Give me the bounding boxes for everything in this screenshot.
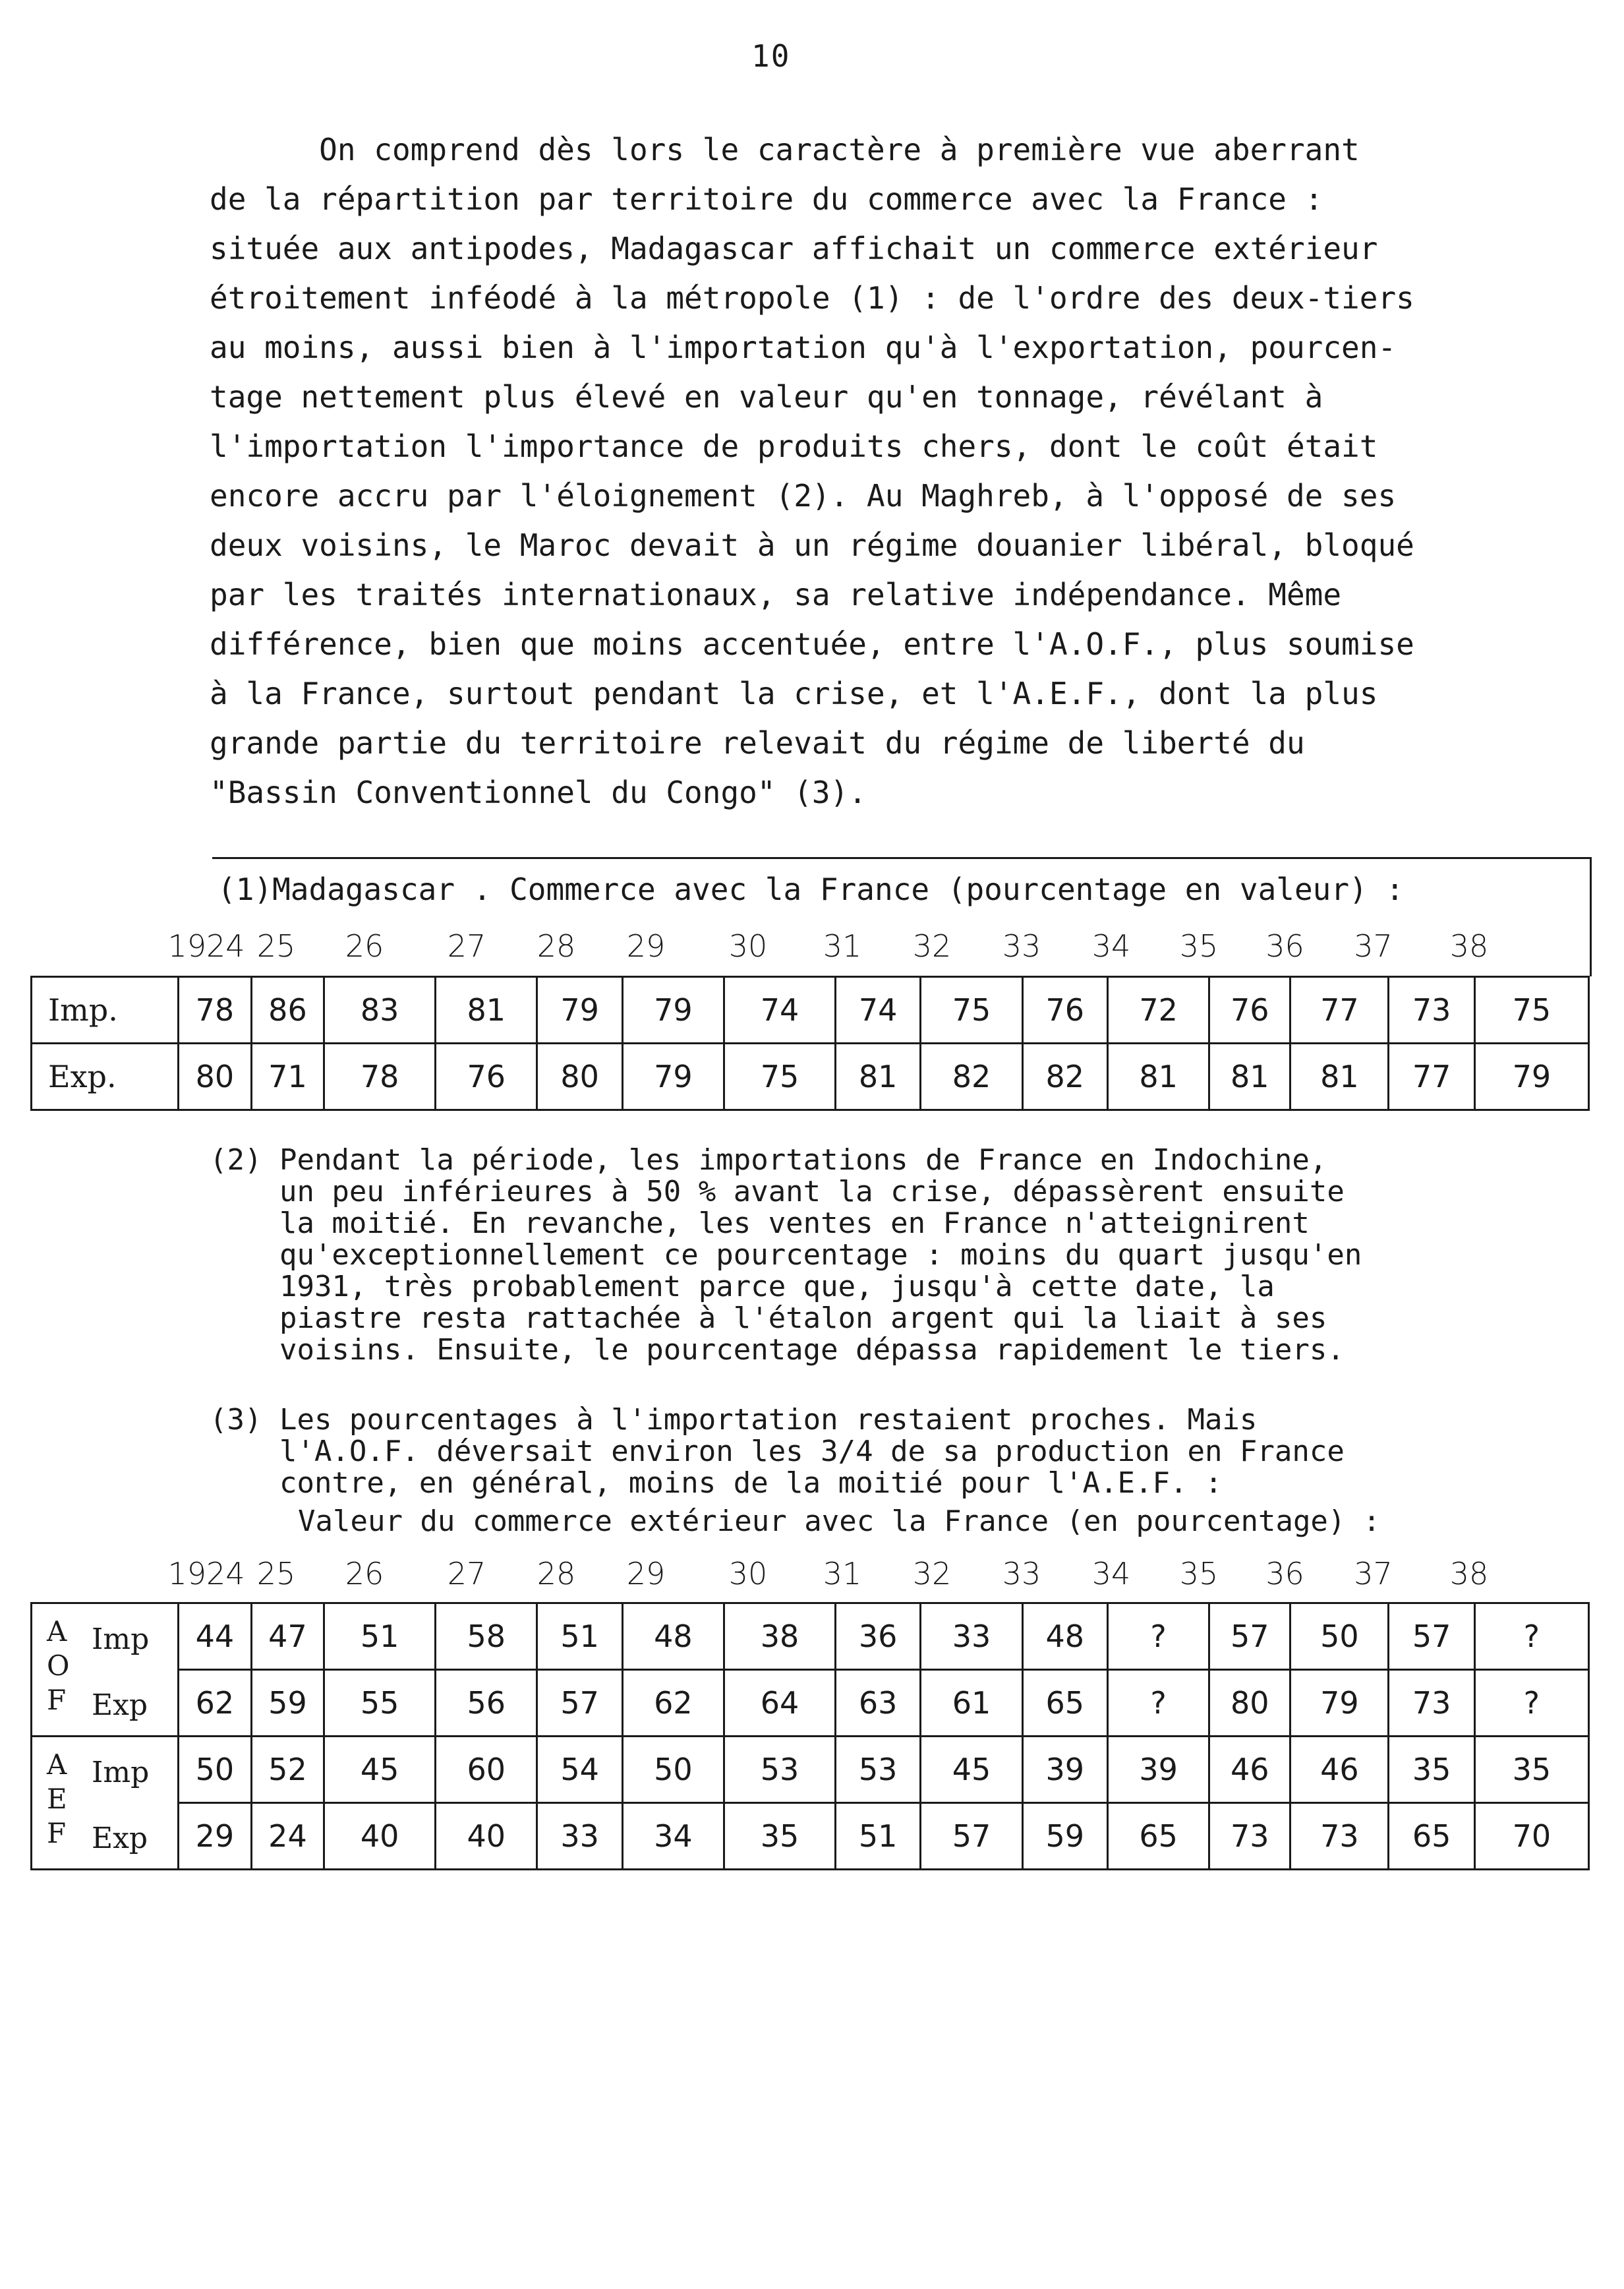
table-cell: 78 [324, 1044, 436, 1110]
row-label: Exp. [32, 1044, 179, 1110]
table-cell: 53 [724, 1737, 836, 1803]
table-cell: 83 [324, 977, 436, 1044]
year-label: 31 [823, 1556, 862, 1591]
footnote-line: qu'exceptionnellement ce pourcentage : moins du quart jusqu'en [210, 1238, 1362, 1272]
table-cell: 74 [836, 977, 921, 1044]
main-paragraph [210, 125, 1580, 818]
table-cell: 73 [1389, 977, 1474, 1044]
year-label: 34 [1091, 928, 1131, 964]
paragraph-line: tage nettement plus élevé en valeur qu'en tonnage, révélant à [210, 379, 1323, 415]
row-label: Exp [92, 1688, 148, 1722]
group-letter: O [47, 1650, 70, 1682]
year-label: 37 [1354, 1556, 1393, 1591]
table-cell: 46 [1290, 1737, 1389, 1803]
page-number: 10 [751, 38, 791, 74]
table-cell: 52 [251, 1737, 324, 1803]
footnote-line: 1931, très probablement parce que, jusqu'à cette date, la [210, 1270, 1275, 1303]
table-cell: 34 [622, 1803, 724, 1870]
table-cell: 70 [1474, 1803, 1588, 1870]
year-label: 30 [728, 1556, 768, 1591]
table-row [32, 1803, 1589, 1870]
table-cell: 73 [1389, 1670, 1474, 1737]
table-cell: 71 [251, 1044, 324, 1110]
year-label: 25 [256, 1556, 296, 1591]
table-cell: 51 [324, 1603, 436, 1670]
table-cell: 80 [1209, 1670, 1290, 1737]
paragraph-line: de la répartition par territoire du commerce avec la France : [210, 181, 1323, 217]
table-cell: 80 [537, 1044, 622, 1110]
table-cell: 61 [921, 1670, 1022, 1737]
row-label: Imp [92, 1756, 150, 1789]
table-cell: 76 [1022, 977, 1107, 1044]
year-label: 32 [912, 1556, 952, 1591]
table-cell: 76 [1209, 977, 1290, 1044]
table-cell: ? [1474, 1670, 1588, 1737]
footnote-line: contre, en général, moins de la moitié pour l'A.E.F. : [210, 1466, 1223, 1500]
table-cell: 81 [436, 977, 537, 1044]
footnote-3 [210, 1404, 1580, 1499]
paragraph-line: deux voisins, le Maroc devait à un régime douanier libéral, bloqué [210, 527, 1414, 563]
table-cell: 60 [436, 1737, 537, 1803]
table-row [32, 1737, 1589, 1803]
table-cell: 79 [622, 977, 724, 1044]
table-cell: 33 [537, 1803, 622, 1870]
group-letter: A [47, 1615, 67, 1648]
table-cell: 64 [724, 1670, 836, 1737]
year-label: 27 [447, 1556, 486, 1591]
table-cell: ? [1474, 1603, 1588, 1670]
year-label: 31 [823, 928, 862, 964]
table-cell: 40 [324, 1803, 436, 1870]
footnote-line: l'A.O.F. déversait environ les 3/4 de sa production en France [210, 1435, 1345, 1468]
footnote-line: piastre resta rattachée à l'étalon argent qui la liait à ses [210, 1301, 1327, 1335]
table-cell: 79 [1474, 1044, 1588, 1110]
table-cell: 45 [921, 1737, 1022, 1803]
table-cell: 35 [1389, 1737, 1474, 1803]
table-cell: 80 [179, 1044, 252, 1110]
table-row [32, 1603, 1589, 1670]
group-label [32, 1603, 179, 1737]
table-cell: 33 [921, 1603, 1022, 1670]
year-label: 27 [447, 928, 486, 964]
table-cell: 46 [1209, 1737, 1290, 1803]
table-cell: 55 [324, 1670, 436, 1737]
table-cell: ? [1107, 1603, 1209, 1670]
table-cell: 35 [724, 1803, 836, 1870]
table-cell: 36 [836, 1603, 921, 1670]
table-cell: 45 [324, 1737, 436, 1803]
table-cell: 29 [179, 1803, 252, 1870]
table-row [32, 1044, 1589, 1110]
table-cell: 73 [1290, 1803, 1389, 1870]
table-cell: 40 [436, 1803, 537, 1870]
table-cell: 58 [436, 1603, 537, 1670]
table-cell: 63 [836, 1670, 921, 1737]
table-cell: ? [1107, 1670, 1209, 1737]
table-row [32, 977, 1589, 1044]
paragraph-line: On comprend dès lors le caractère à première vue aberrant [210, 132, 1360, 167]
year-label: 26 [345, 928, 384, 964]
table-cell: 82 [1022, 1044, 1107, 1110]
table-row [32, 1670, 1589, 1737]
table-cell: 48 [1022, 1603, 1107, 1670]
table-cell: 62 [179, 1670, 252, 1737]
paragraph-line: par les traités internationaux, sa relative indépendance. Même [210, 577, 1342, 612]
year-label: 28 [536, 1556, 576, 1591]
table-cell: 82 [921, 1044, 1022, 1110]
table-cell: 44 [179, 1603, 252, 1670]
table-cell: 53 [836, 1737, 921, 1803]
footnote-line: voisins. Ensuite, le pourcentage dépassa rapidement le tiers. [210, 1333, 1345, 1367]
table-cell: 57 [1209, 1603, 1290, 1670]
table-cell: 57 [1389, 1603, 1474, 1670]
year-label: 38 [1449, 1556, 1489, 1591]
footnote-2 [210, 1144, 1580, 1366]
footnote-line: un peu inférieures à 50 % avant la crise, dépassèrent ensuite [210, 1175, 1345, 1208]
year-label: 34 [1091, 1556, 1131, 1591]
footnote-line: (2) Pendant la période, les importations de France en Indochine, [210, 1143, 1327, 1177]
table-cell: 24 [251, 1803, 324, 1870]
year-label: 35 [1179, 1556, 1219, 1591]
table-cell: 56 [436, 1670, 537, 1737]
table-cell: 50 [622, 1737, 724, 1803]
table-cell: 57 [537, 1670, 622, 1737]
paragraph-line: encore accru par l'éloignement (2). Au Maghreb, à l'opposé de ses [210, 478, 1397, 514]
table-cell: 75 [724, 1044, 836, 1110]
table-cell: 65 [1389, 1803, 1474, 1870]
table-cell: 65 [1022, 1670, 1107, 1737]
table-cell: 75 [921, 977, 1022, 1044]
year-label: 25 [256, 928, 296, 964]
table-cell: 57 [921, 1803, 1022, 1870]
table2 [30, 1602, 1590, 1870]
year-label: 35 [1179, 928, 1219, 964]
table-cell: 81 [1290, 1044, 1389, 1110]
table-cell: 77 [1290, 977, 1389, 1044]
table-cell: 81 [1209, 1044, 1290, 1110]
table-cell: 65 [1107, 1803, 1209, 1870]
year-label: 29 [626, 1556, 666, 1591]
group-letter: F [47, 1684, 67, 1716]
year-label: 33 [1002, 928, 1041, 964]
table-cell: 86 [251, 977, 324, 1044]
row-label: Imp [92, 1622, 150, 1656]
table-cell: 54 [537, 1737, 622, 1803]
paragraph-line: située aux antipodes, Madagascar affichait un commerce extérieur [210, 231, 1378, 266]
year-label: 33 [1002, 1556, 1041, 1591]
row-label: Exp [92, 1822, 148, 1855]
year-label: 29 [626, 928, 666, 964]
table-cell: 59 [251, 1670, 324, 1737]
footnote-line: (3) Les pourcentages à l'importation restaient proches. Mais [210, 1403, 1258, 1437]
table-cell: 39 [1022, 1737, 1107, 1803]
table-cell: 72 [1107, 977, 1209, 1044]
paragraph-line: différence, bien que moins accentuée, entre l'A.O.F., plus soumise [210, 626, 1414, 662]
row-label: Imp. [32, 977, 179, 1044]
table-cell: 50 [1290, 1603, 1389, 1670]
year-label: 28 [536, 928, 576, 964]
table-cell: 81 [1107, 1044, 1209, 1110]
table-cell: 78 [179, 977, 252, 1044]
year-label: 36 [1265, 928, 1304, 964]
table-cell: 79 [622, 1044, 724, 1110]
group-letter: A [47, 1748, 67, 1781]
group-letter: F [47, 1817, 67, 1849]
year-label: 30 [728, 928, 768, 964]
table-cell: 51 [836, 1803, 921, 1870]
table-cell: 47 [251, 1603, 324, 1670]
table-cell: 76 [436, 1044, 537, 1110]
table-cell: 79 [1290, 1670, 1389, 1737]
table1 [30, 976, 1590, 1111]
paragraph-line: à la France, surtout pendant la crise, et l'A.E.F., dont la plus [210, 676, 1378, 711]
table-cell: 75 [1474, 977, 1588, 1044]
year-label: 26 [345, 1556, 384, 1591]
year-label: 1924 [167, 928, 245, 964]
table1-caption: (1)Madagascar . Commerce avec la France (pourcentage en valeur) : [218, 872, 1405, 907]
table-cell: 74 [724, 977, 836, 1044]
table-cell: 62 [622, 1670, 724, 1737]
group-letters [47, 1748, 67, 1851]
year-label: 1924 [167, 1556, 245, 1591]
year-label: 38 [1449, 928, 1489, 964]
group-letters [47, 1615, 69, 1717]
table-cell: 35 [1474, 1737, 1588, 1803]
table2-caption: Valeur du commerce extérieur avec la France (en pourcentage) : [298, 1504, 1381, 1538]
paragraph-line: au moins, aussi bien à l'importation qu'à l'exportation, pourcen- [210, 330, 1397, 365]
paragraph-line: l'importation l'importance de produits chers, dont le coût était [210, 429, 1378, 464]
year-label: 36 [1265, 1556, 1304, 1591]
year-label: 37 [1354, 928, 1393, 964]
table-cell: 38 [724, 1603, 836, 1670]
paragraph-line: étroitement inféodé à la métropole (1) : de l'ordre des deux-tiers [210, 280, 1414, 316]
table-cell: 48 [622, 1603, 724, 1670]
paragraph-line: grande partie du territoire relevait du régime de liberté du [210, 725, 1305, 761]
table-cell: 73 [1209, 1803, 1290, 1870]
group-label [32, 1737, 179, 1870]
paragraph-line: "Bassin Conventionnel du Congo" (3). [210, 775, 867, 810]
table-cell: 77 [1389, 1044, 1474, 1110]
table-cell: 39 [1107, 1737, 1209, 1803]
table-cell: 81 [836, 1044, 921, 1110]
footnote-line: la moitié. En revanche, les ventes en France n'atteignirent [210, 1206, 1310, 1240]
year-label: 32 [912, 928, 952, 964]
table-cell: 50 [179, 1737, 252, 1803]
table-cell: 79 [537, 977, 622, 1044]
table-cell: 59 [1022, 1803, 1107, 1870]
group-letter: E [47, 1783, 67, 1815]
table-cell: 51 [537, 1603, 622, 1670]
